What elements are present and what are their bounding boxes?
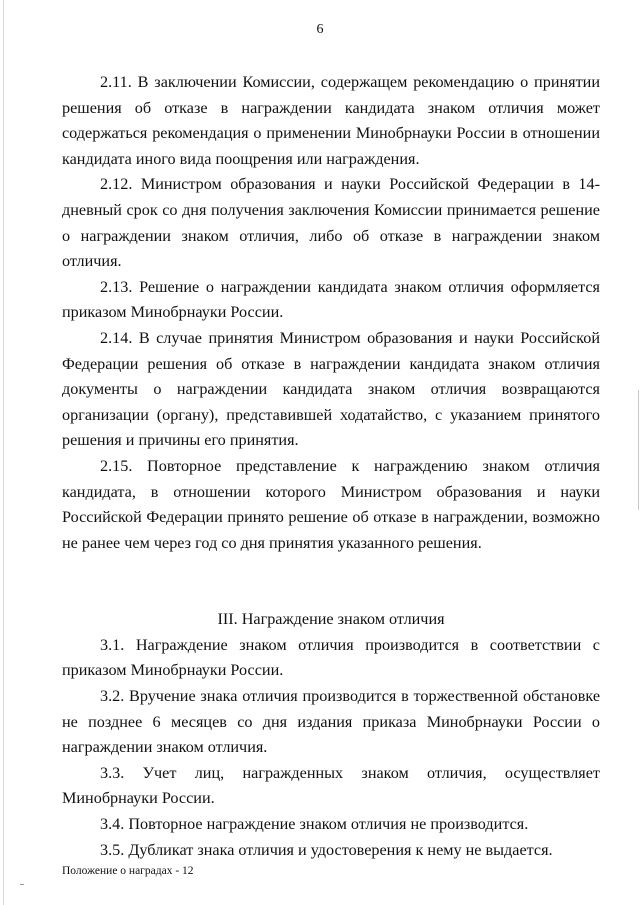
paragraph-3-4: 3.4. Повторное награждение знаком отличия не производится. xyxy=(100,815,529,834)
scan-edge-left xyxy=(3,0,4,905)
paragraph-3-2: 3.2. Вручение знака отличия производится в торжественной обстановке не позднее 6 месяцев со дня издания приказа Минобрнауки России о награждении знаком отличия. xyxy=(62,687,600,757)
paragraph-3-3: 3.3. Учет лиц, награжденных знаком отличия, осуществляет Минобрнауки России. xyxy=(62,763,600,808)
paragraph-2-14: 2.14. В случае принятия Министром образования и науки Российской Федерации решения об отказе в награждении кандидата знаком отличия документы о награждении кандидата знаком отличия возвращаются организации (органу), представившей ходатайство, с указанием принятого решения и причины его принятия. xyxy=(62,328,600,450)
page-footer: Положение о наградах - 12 xyxy=(62,865,194,877)
paragraph-2-13: 2.13. Решение о награждении кандидата знаком отличия оформляется приказом Минобрнауки России. xyxy=(62,277,600,322)
paragraph-2-15: 2.15. Повторное представление к награждению знаком отличия кандидата, в отношении которого Министром образования и науки Российской Федерации принято решение об отказе в награждении, возможно не ранее чем через год со дня принятия указанного решения. xyxy=(62,456,600,552)
section-title: III. Награждение знаком отличия xyxy=(217,610,445,629)
paragraph-2-11: 2.11. В заключении Комиссии, содержащем рекомендацию о принятии решения об отказе в награждении кандидата знаком отличия может содержаться рекомендация о применении Минобрнауки России в отношении кандидата иного вида поощрения или награждения. xyxy=(62,73,600,168)
paragraph-2-12: 2.12. Министром образования и науки Российской Федерации в 14-дневный срок со дня получения заключения Комиссии принимается решение о награждении знаком отличия, либо об отказе в награждении знаком отличия. xyxy=(62,175,600,271)
document-body xyxy=(62,70,600,863)
scan-edge-right xyxy=(638,390,639,510)
paragraph-3-5: 3.5. Дубликат знака отличия и удостоверения к нему не выдается. xyxy=(100,840,553,859)
scan-speck xyxy=(20,884,24,885)
page-number: 6 xyxy=(316,22,324,37)
paragraph-3-1: 3.1. Награждение знаком отличия производится в соответствии с приказом Минобрнауки России. xyxy=(62,635,600,680)
